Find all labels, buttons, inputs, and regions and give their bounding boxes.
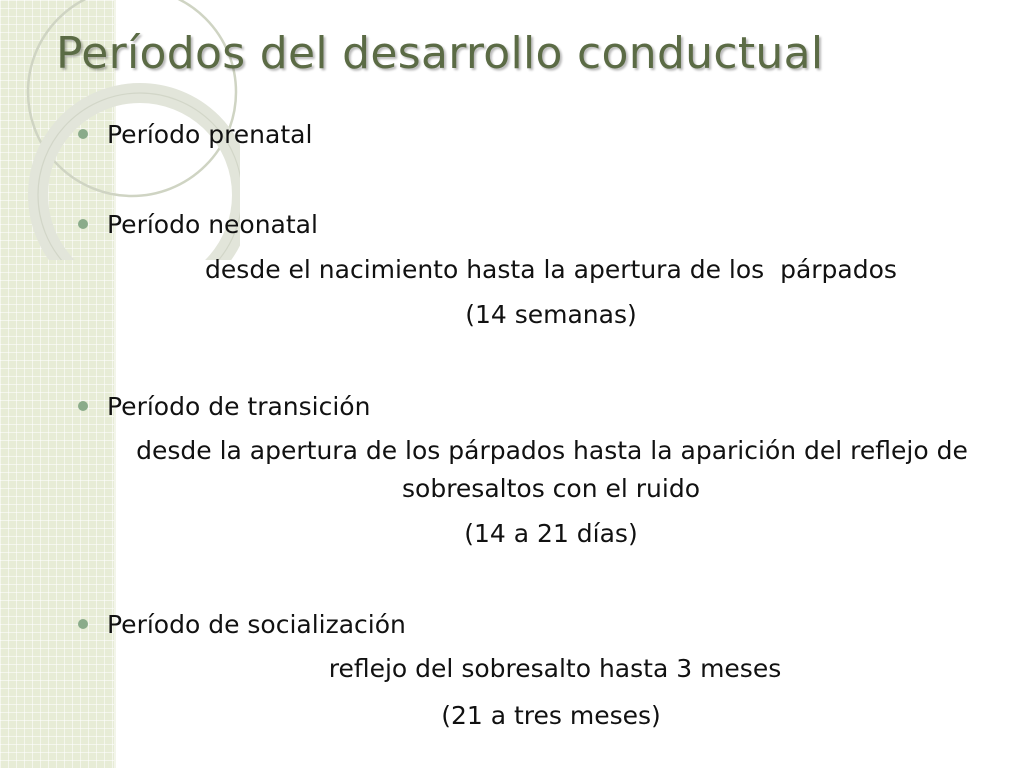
bullet-dot-icon (78, 129, 88, 139)
period-label: Período neonatal (107, 209, 318, 239)
list-item (78, 117, 312, 151)
list-item (78, 607, 406, 641)
slide-title: Períodos del desarrollo conductual (56, 28, 824, 79)
bullet-dot-icon (78, 401, 88, 411)
period-description: desde la apertura de los párpados hasta la aparición del reflejo de (136, 436, 968, 465)
list-item (78, 207, 318, 241)
period-duration: (14 a 21 días) (464, 519, 638, 548)
period-label: Período prenatal (107, 119, 313, 149)
period-label: Período de transición (107, 391, 371, 421)
list-item (78, 389, 370, 423)
period-label: Período de socialización (107, 609, 406, 639)
period-duration: (14 semanas) (465, 300, 637, 329)
period-description: desde el nacimiento hasta la apertura de los párpados (205, 255, 897, 284)
bullet-dot-icon (78, 219, 88, 229)
period-description: sobresaltos con el ruido (402, 474, 700, 503)
period-duration: (21 a tres meses) (441, 701, 661, 730)
bullet-dot-icon (78, 619, 88, 629)
period-description: reflejo del sobresalto hasta 3 meses (328, 654, 782, 683)
